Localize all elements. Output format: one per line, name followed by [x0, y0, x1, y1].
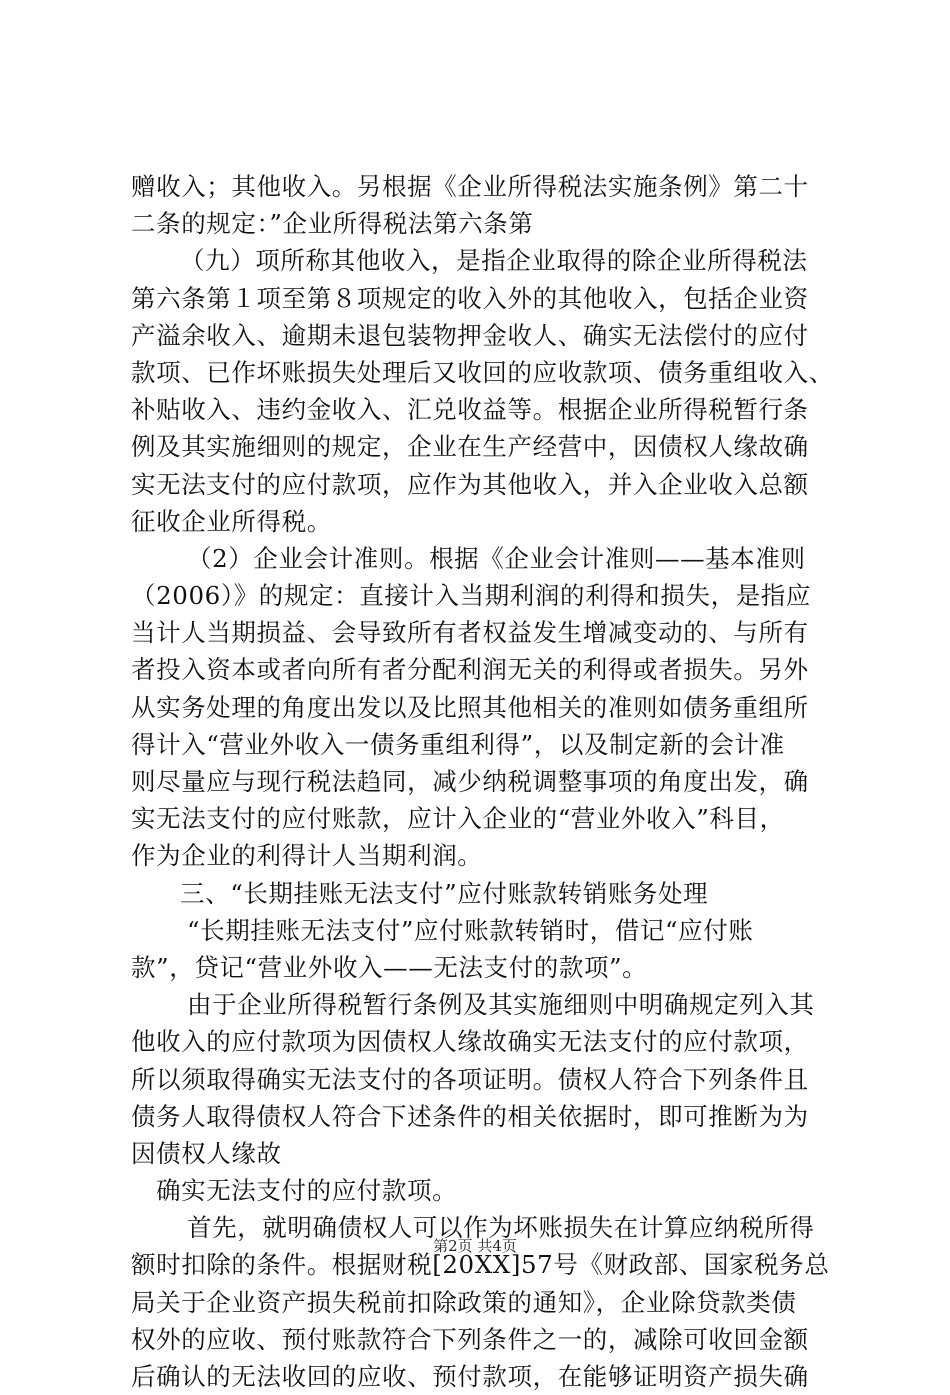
text-line: 实无法支付的应付款项，应作为其他收入，并入企业收入总额: [131, 469, 809, 499]
text-line: （2）企业会计准则。根据《企业会计准则——基本准则: [187, 543, 806, 573]
text-line: 债务人取得债权人符合下述条件的相关依据时，即可推断为为: [131, 1101, 809, 1131]
text-line: 赠收入；其他收入。另根据《企业所得税法实施条例》第二十: [131, 172, 809, 201]
text-line: 他收入的应付款项为因债权人缘故确实无法支付的应付款项，: [131, 1027, 809, 1057]
text-line: “长期挂账无法支付”应付账款转销时，借记“应付账: [187, 915, 754, 945]
text-line: 所以须取得确实无法支付的各项证明。债权人符合下列条件且: [131, 1064, 809, 1094]
text-line: 额时扣除的条件。根据财税[20XX]57号《财政部、国家税务总: [131, 1250, 830, 1280]
text-line: 例及其实施细则的规定，企业在生产经营中，因债权人缘故确: [131, 432, 809, 462]
text-line: （2006）》的规定：直接计入当期利润的利得和损失，是指应: [131, 581, 811, 611]
document-body: [131, 168, 834, 1395]
page-footer: 第2页 共4页: [433, 1237, 517, 1255]
text-line: 产溢余收入、逾期未退包装物押金收人、确实无法偿付的应付: [131, 320, 809, 350]
text-line: 补贴收入、违约金收入、汇兑收益等。根据企业所得税暂行条: [131, 395, 809, 425]
text-line: 后确认的无法收回的应收、预付款项，在能够证明资产损失确: [131, 1362, 809, 1391]
text-line: 三、“长期挂账无法支付”应付账款转销账务处理: [180, 878, 709, 908]
text-line: （九）项所称其他收入，是指企业取得的除企业所得税法: [180, 246, 808, 276]
text-line: 者投入资本或者向所有者分配利润无关的利得或者损失。另外: [131, 655, 809, 685]
text-line: 局关于企业资产损失税前扣除政策的通知》，企业除贷款类债: [131, 1287, 797, 1317]
text-line: 得计入“营业外收入一债务重组利得”，以及制定新的会计准: [131, 729, 785, 759]
text-line: 实无法支付的应付账款，应计入企业的“营业外收入”科目，: [131, 804, 785, 834]
text-line: 款项、已作坏账损失处理后又收回的应收款项、债务重组收入、: [131, 357, 834, 387]
text-line: 由于企业所得税暂行条例及其实施细则中明确规定列入其: [187, 990, 815, 1020]
text-line: 作为企业的利得计人当期利润。: [131, 841, 483, 871]
text-line: 第六条第１项至第８项规定的收入外的其他收入，包括企业资: [131, 283, 809, 313]
text-line: 款”，贷记“营业外收入——无法支付的款项”。: [131, 952, 648, 982]
text-line: 当计人当期损益、会导致所有者权益发生增减变动的、与所有: [131, 618, 809, 648]
text-line: 首先，就明确债权人可以作为坏账损失在计算应纳税所得: [187, 1213, 815, 1243]
text-line: 则尽量应与现行税法趋同，减少纳税调整事项的角度出发，确: [131, 767, 809, 796]
text-line: 征收企业所得税。: [131, 506, 332, 536]
text-line: 权外的应收、预付账款符合下列条件之一的，减除可收回金额: [131, 1324, 809, 1354]
text-line: 确实无法支付的应付款项。: [156, 1176, 458, 1206]
text-line: 因债权人缘故: [131, 1138, 282, 1168]
text-line: 二条的规定：”企业所得税法第六条第: [131, 209, 534, 239]
text-line: 从实务处理的角度出发以及比照其他相关的准则如债务重组所: [131, 692, 809, 722]
